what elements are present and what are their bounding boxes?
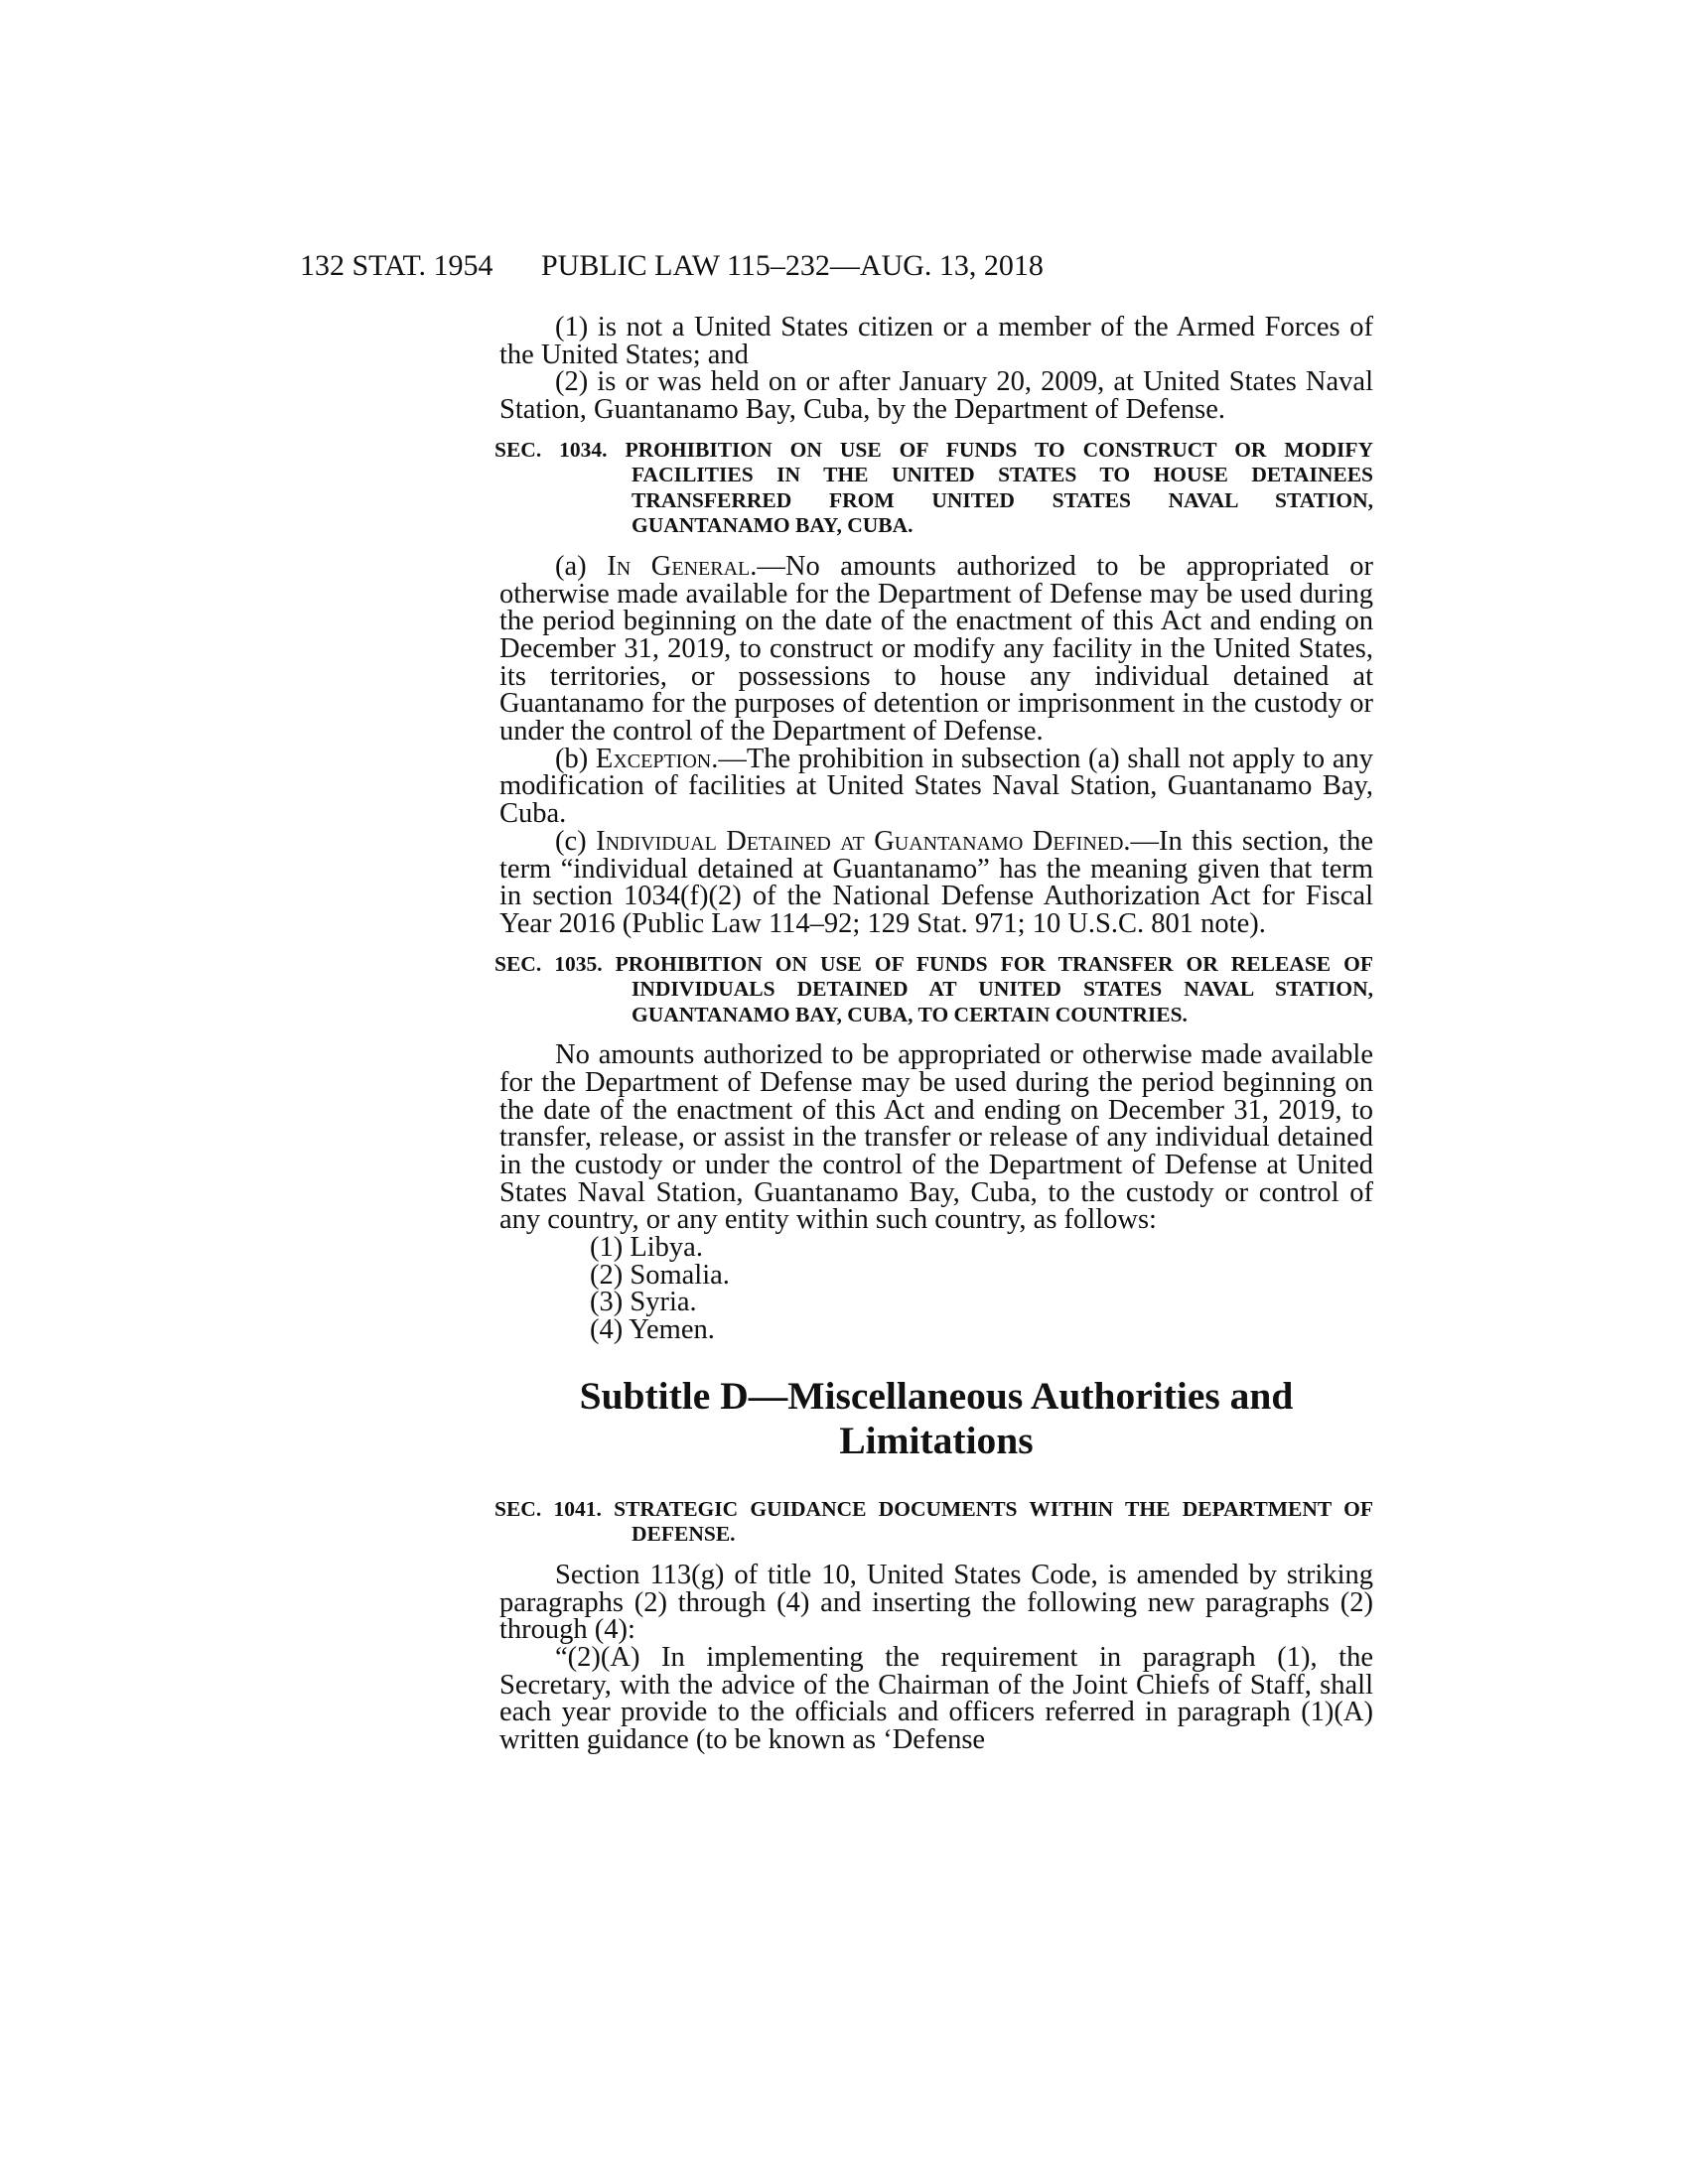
subsection-c-text: .—In this section, the term “individual detained at Guantanamo” has the meaning given that term in section 1034(f)(2) of the National Defense Authorization Act for Fiscal Year 2016 (Public Law 114–92; 129 Stat. 971; 10 U.S.C. 801 note). — [499, 825, 1373, 939]
subsection-a-caption: In General — [607, 550, 751, 582]
section-1034-subsection-b — [499, 743, 1373, 830]
country-list-item: (1) Libya. — [590, 1232, 703, 1264]
subtitle-line-2: Limitations — [839, 1418, 1034, 1462]
section-1041-heading: SEC. 1041. STRATEGIC GUIDANCE DOCUMENTS WITHIN THE DEPARTMENT OF DEFENSE. — [494, 1496, 1373, 1547]
country-list-item: (2) Somalia. — [590, 1259, 730, 1291]
carryover-item-2: (2) is or was held on or after January 20, 2009, at United States Naval Station, Guantanamo Bay, Cuba, by the Department of Defense. — [499, 366, 1373, 426]
running-header — [300, 246, 1372, 286]
subsection-b-text: .—The prohibition in subsection (a) shall not apply to any modification of facilities at United States Naval Station, Guantanamo Bay, Cuba. — [499, 743, 1373, 830]
country-list-item: (3) Syria. — [590, 1287, 697, 1318]
subsection-a-text: .—No amounts authorized to be appropriated or otherwise made available for the Department of Defense may be used during the period beginning on the date of the enactment of this Act and ending on December 31, 2019, to construct or modify any facility in the United States, its territories, or possessions to house any individual detained at Guantanamo for the purposes of detention or imprisonment in the custody or under the control of the Department of Defense. — [499, 550, 1373, 748]
subsection-c-label: (c) — [555, 825, 597, 857]
section-1034-heading: SEC. 1034. PROHIBITION ON USE OF FUNDS TO CONSTRUCT OR MODIFY FACILITIES IN THE UNITED STATES TO HOUSE DETAINEES TRANSFERRED FROM UNITED STATES NAVAL STATION, GUANTANAMO BAY, CUBA. — [494, 437, 1373, 538]
subsection-c-caption: Individual Detained at Guantanamo Defined — [596, 825, 1124, 857]
public-law-title: PUBLIC LAW 115–232—AUG. 13, 2018 — [541, 249, 1044, 282]
carryover-item-1: (1) is not a United States citizen or a member of the Armed Forces of the United States; and — [499, 312, 1373, 370]
section-1034-subsection-a — [499, 550, 1373, 748]
section-1035-body: No amounts authorized to be appropriated or otherwise made available for the Department of Defense may be used during the period beginning on the date of the enactment of this Act and ending on December 31, 2019, to transfer, release, or assist in the transfer or release of any individual detained in the custody or under the control of the Department of Defense at United States Naval Station, Guantanamo Bay, Cuba, to the custody or control of any country, or any entity within such country, as follows: — [499, 1039, 1373, 1236]
subtitle-heading — [499, 1374, 1373, 1463]
subsection-b-caption: Exception — [595, 743, 712, 774]
subsection-a-label: (a) — [555, 550, 608, 582]
country-list-item: (4) Yemen. — [590, 1314, 715, 1346]
stat-page-number: 132 STAT. 1954 — [300, 249, 493, 282]
section-1035-heading: SEC. 1035. PROHIBITION ON USE OF FUNDS FOR TRANSFER OR RELEASE OF INDIVIDUALS DETAINED AT UNITED STATES NAVAL STATION, GUANTANAMO BAY, CUBA, TO CERTAIN COUNTRIES. — [494, 951, 1373, 1026]
subsection-b-label: (b) — [555, 743, 596, 774]
body-text — [494, 312, 1373, 1756]
section-1034-subsection-c — [499, 825, 1373, 939]
section-1041-paragraph-1: Section 113(g) of title 10, United States Code, is amended by striking paragraphs (2) through (4) and inserting the following new paragraphs (2) through (4): — [499, 1559, 1373, 1646]
section-1041-paragraph-2: “(2)(A) In implementing the requirement in paragraph (1), the Secretary, with the advice of the Chairman of the Joint Chiefs of Staff, shall each year provide to the officials and officers referred in paragraph (1)(A) written guidance (to be known as ‘Defense — [499, 1642, 1373, 1756]
subtitle-line-1: Subtitle D—Miscellaneous Authorities and — [579, 1373, 1294, 1418]
